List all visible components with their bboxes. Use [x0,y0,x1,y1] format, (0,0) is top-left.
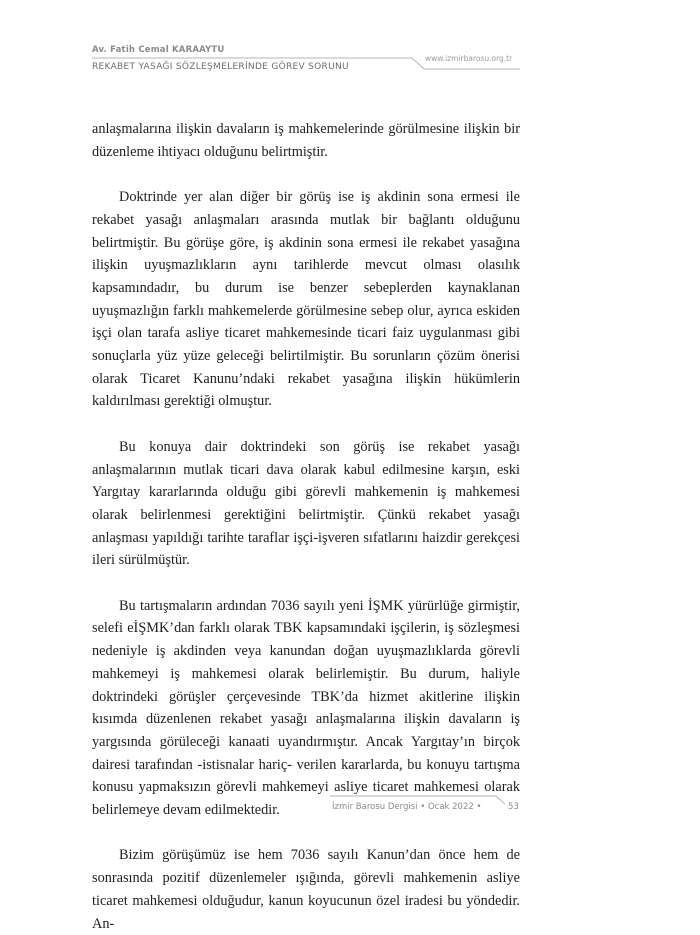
paragraph: Bu konuya dair doktrindeki son görüş ise rekabet yasağı anlaşmalarının mutlak ticari dava olarak kabul edilmesine karşın, eski Yargıtay kararlarında olduğu gibi görevli mahkemenin iş mahkemesi olarak belirlenmesi gerektiğini belirtmiştir. Çünkü rekabet yasağı anlaşması yapıldığı tarihte taraflar işçi-işveren sıfatlarını haizdir gerekçesi ileri sürülmüştür. [92,438,520,569]
footer-journal: İzmir Barosu Dergisi • Ocak 2022 • [332,802,482,812]
page-number: 53 [508,802,519,812]
paragraph: Doktrinde yer alan diğer bir görüş ise iş akdinin sona ermesi ile rekabet yasağı anlaşmaları arasında mutlak bir bağlantı olduğunu belirtmiştir. Bu görüşe göre, iş akdinin sona ermesi ile rekabet yasağına ilişkin uyuşmazlıkların aynı tarihlerde mevcut olması olasılık kapsamındadır, bu durum ise benzer sebeplerden kaynaklanan uyuşmazlığın farklı mahkemelerde görülmesine sebep olur, ayrıca eskiden işçi olan tarafa asliye ticaret mahkemesinde ticari faiz uygulanması gibi sonuçlarla yüz yüze geleceği belirtilmiştir. Bu sorunların çözüm önerisi olarak Ticaret Kanunu’ndaki rekabet yasağına ilişkin hükümlerin kaldırılması gerektiği olmuştur. [92,189,520,410]
paragraph: Bizim görüşümüz ise hem 7036 sayılı Kanun’dan önce hem de sonrasında pozitif düzenlemeler ışığında, görevli mahkemenin asliye ticaret mahkemesi olduğudur, kanun koyucunun özel iradesi bu yöndedir. An- [92,847,520,932]
paragraph: Bu tartışmaların ardından 7036 sayılı yeni İŞMK yürürlüğe girmiştir, selefi eİŞMK’dan farklı olarak TBK kapsamındaki işçilerin, iş sözleşmesi nedeniyle iş akdinden veya kanundan doğan uyuşmazlıklarda görevli mahkemeyi iş mahkemesi olarak belirlemiştir. Bu durum, haliyle doktrindeki görüşler çerçevesinde TBK’da hizmet akitlerine ilişkin kısımda düzenlenen rekabet yasağı anlaşmalarına ilişkin davaların iş yargısında görüleceği kanaati uyandırmıştır. Ancak Yargıtay’ın birçok dairesi tarafından -istisnalar hariç- verilen kararlarda, bu konuyu tartışma konusu yapmaksızın görevli mahkemeyi asliye ticaret mahkemesi olarak belirlemeye devam edilmektedir. [92,597,520,819]
article-body [92,118,520,935]
paragraph: anlaşmalarına ilişkin davaların iş mahkemelerinde görülmesine ilişkin bir düzenleme ihtiyacı olduğunu belirtmiştir. [92,121,520,160]
header-article-title: REKABET YASAĞI SÖZLEŞMELERİNDE GÖREV SORUNU [92,62,349,72]
header-website: www.izmirbarosu.org.tr [425,54,513,63]
header-author: Av. Fatih Cemal KARAAYTU [92,45,225,55]
